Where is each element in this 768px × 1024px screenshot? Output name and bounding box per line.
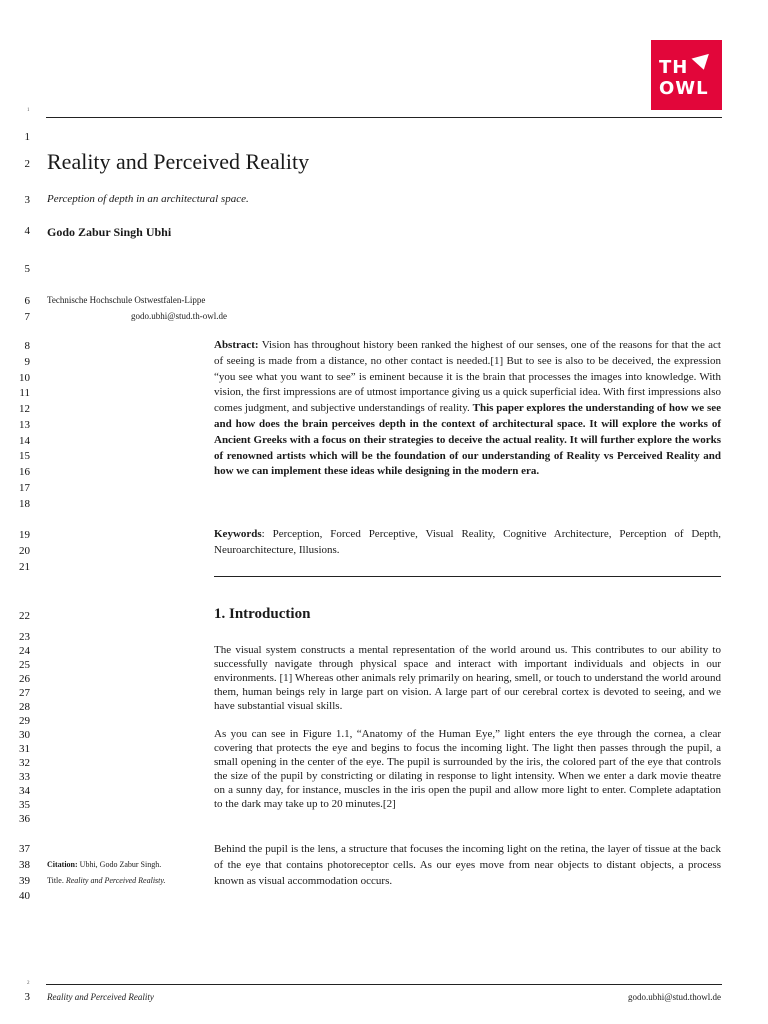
logo-line2: OWL xyxy=(659,78,709,99)
citation-title-text: Reality and Perceived Realisty. xyxy=(63,876,166,885)
logo-triangle-icon xyxy=(691,54,712,72)
section-heading-introduction: 1. Introduction xyxy=(214,606,311,622)
line-number: 6 xyxy=(24,295,30,307)
footer-page-number: 3 xyxy=(24,991,30,1003)
line-number: 13 xyxy=(19,419,30,431)
logo-line1: TH xyxy=(659,57,689,78)
abstract-label: Abstract: xyxy=(214,339,259,351)
line-number: 15 xyxy=(19,450,30,462)
author-name: Godo Zabur Singh Ubhi xyxy=(47,225,172,239)
line-number: 26 xyxy=(19,673,30,685)
line-number: 21 xyxy=(19,561,30,573)
line-number: 37 xyxy=(19,843,30,855)
line-number: 10 xyxy=(19,372,30,384)
header-small-number: 1 xyxy=(27,108,30,113)
line-number: 14 xyxy=(19,435,30,447)
line-number: 39 xyxy=(19,875,30,887)
footer-title: Reality and Perceived Reality xyxy=(47,992,154,1002)
line-number: 40 xyxy=(19,890,30,902)
line-number: 19 xyxy=(19,529,30,541)
line-number: 38 xyxy=(19,859,30,871)
citation-title xyxy=(47,876,166,885)
abstract-bold-text: This paper explores the understanding of how we see and how does the brain perceives depth in the context of architectural space. It will explore the works of Ancient Greeks with a focus on their strategies to deceive the actual reality. It will further explore the works of renowned artists which will be the foundation of our understanding of Reality vs Perceived Reality and how we can implement these ideas while designing in the modern era. xyxy=(214,402,721,478)
line-number: 11 xyxy=(19,387,30,399)
line-number: 27 xyxy=(19,687,30,699)
citation xyxy=(47,860,161,869)
line-number: 9 xyxy=(24,356,30,368)
line-number: 30 xyxy=(19,729,30,741)
line-number: 24 xyxy=(19,645,30,657)
line-number: 35 xyxy=(19,799,30,811)
author-email[interactable]: godo.ubhi@stud.th-owl.de xyxy=(131,311,228,321)
keywords xyxy=(214,527,721,559)
line-number: 1 xyxy=(24,131,30,143)
intro-paragraph: Behind the pupil is the lens, a structure that focuses the incoming light on the retina, the layer of tissue at the back of the eye that contains photoreceptor cells. As our eyes move from near objects to distant objects, a process known as visual accommodation occurs. xyxy=(214,843,721,887)
paper-title: Reality and Perceived Reality xyxy=(47,149,310,174)
th-owl-logo xyxy=(651,40,722,110)
citation-title-label: Title. xyxy=(47,876,64,885)
line-number: 29 xyxy=(19,715,30,727)
keywords-label: Keywords xyxy=(214,528,262,540)
paper-subtitle: Perception of depth in an architectural space. xyxy=(47,193,249,205)
footer-rule xyxy=(46,984,722,985)
line-number: 28 xyxy=(19,701,30,713)
line-number: 20 xyxy=(19,545,30,557)
line-number: 23 xyxy=(19,631,30,643)
line-number: 25 xyxy=(19,659,30,671)
abstract-text: Vision has throughout history been ranked the highest of our senses, one of the reasons for that the act of seeing is made from a distance, no other contact is needed.[1] But to see is also to be deceived, the expression “you see what you want to see” is eminent because it is the brain that processes the images into knowledge. With vision, the first impressions are of utmost importance giving us a quick superficial idea. With first impressions also comes judgment, and subjective understandings of reality. xyxy=(214,339,721,415)
citation-text: Ubhi, Godo Zabur Singh. xyxy=(77,860,162,869)
line-number: 34 xyxy=(19,785,30,797)
keywords-text: : Perception, Forced Perceptive, Visual Reality, Cognitive Architecture, Perception of Depth, Neuroarchitecture, Illusions. xyxy=(214,528,721,556)
citation-label: Citation: xyxy=(47,860,78,869)
abstract xyxy=(214,338,721,480)
line-number: 12 xyxy=(19,403,30,415)
line-number: 22 xyxy=(19,610,30,622)
line-number: 8 xyxy=(24,340,30,352)
line-number: 33 xyxy=(19,771,30,783)
line-number: 17 xyxy=(19,482,30,494)
line-number: 36 xyxy=(19,813,30,825)
line-number: 3 xyxy=(24,194,30,206)
line-number: 18 xyxy=(19,498,30,510)
footer-small-number: 2 xyxy=(27,981,30,986)
line-number: 32 xyxy=(19,757,30,769)
line-number: 31 xyxy=(19,743,30,755)
intro-paragraph: As you can see in Figure 1.1, “Anatomy of the Human Eye,” light enters the eye through the cornea, a clear covering that protects the eye and begins to focus the incoming light. The light then passes through the pupil, a small opening in the center of the eye. The pupil is surrounded by the iris, the colored part of the eye that controls the size of the pupil by constricting or dilating in response to light intensity. When we enter a dark movie theatre on a sunny day, for instance, muscles in the iris open the pupil and allow more light to enter. Complete adaptation to the dark may take up to 20 minutes.[2] xyxy=(214,728,721,810)
intro-paragraph: The visual system constructs a mental representation of the world around us. This contributes to our ability to successfully navigate through physical space and interact with important individuals and objects in our environments. [1] Whereas other animals rely primarily on hearing, smell, or touch to understand the world around them, human beings rely in large part on vision. A large part of our cerebral cortex is devoted to seeing, and we have substantial visual skills. xyxy=(214,644,721,712)
line-number: 5 xyxy=(24,263,30,275)
line-number: 2 xyxy=(24,158,30,170)
line-number: 4 xyxy=(24,225,30,237)
abstract-rule xyxy=(214,576,721,577)
line-number: 7 xyxy=(24,311,30,323)
header-rule xyxy=(46,117,722,118)
line-number: 16 xyxy=(19,466,30,478)
affiliation: Technische Hochschule Ostwestfalen-Lippe xyxy=(47,295,206,305)
footer-email[interactable]: godo.ubhi@stud.thowl.de xyxy=(627,992,721,1002)
